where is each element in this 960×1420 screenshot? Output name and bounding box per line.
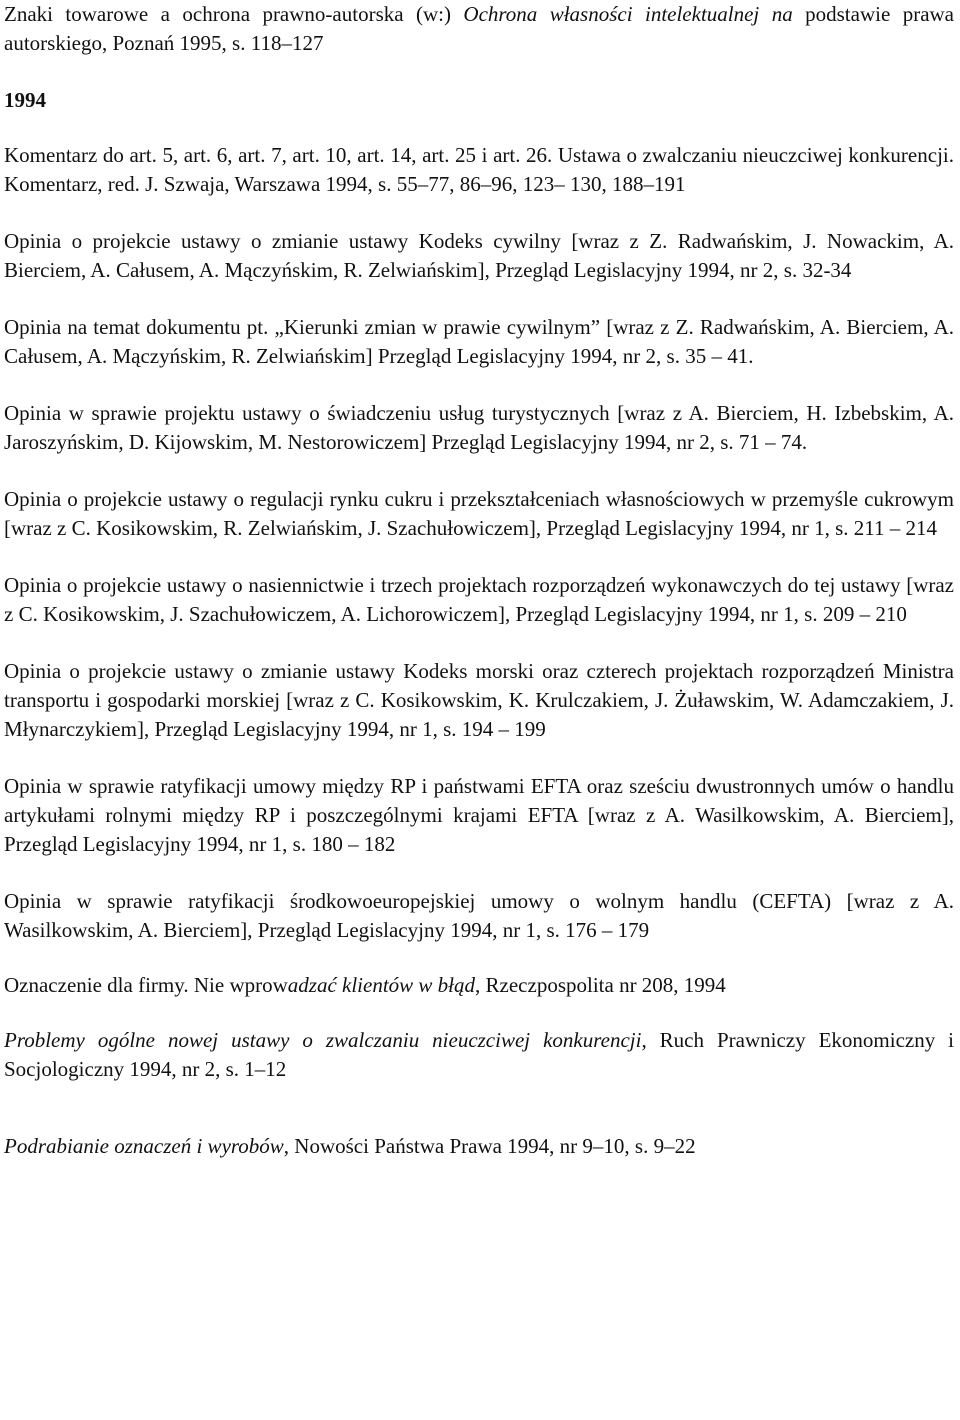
entry-text: Komentarz do art. 5, art. 6, art. 7, art. 10, art. 14, art. 25 i art. 26. Ustawa o zwalczaniu nieuczciwej konkurencji. Komentarz, red. J. Szwaja, Warszawa 1994, s. 55–77, 86–96, 123– 130, 188–191	[4, 143, 954, 196]
bibliography-entry	[4, 227, 954, 285]
entry-title-italic: Problemy ogólne nowej ustawy o zwalczaniu nieuczciwej konkurencji	[4, 1028, 642, 1052]
entry-text: Oznaczenie dla firmy. Nie wprow	[4, 973, 288, 997]
entry-text: , Ruch Prawniczy Ekonomiczny i Socjologiczny 1994, nr 2, s. 1–12	[4, 1028, 955, 1081]
bibliography-entry	[4, 1026, 954, 1084]
entry-text: Opinia w sprawie projektu ustawy o świadczeniu usług turystycznych [wraz z A. Bierciem, H. Izbebskim, A. Jaroszyńskim, D. Kijowskim, M. Nestorowiczem] Przegląd Legislacyjny 1994, nr 2, s. 71 – 74.	[4, 401, 954, 454]
bibliography-entry	[4, 657, 954, 744]
bibliography-entry	[4, 0, 954, 58]
entry-text: Opinia o projekcie ustawy o zmianie ustawy Kodeks morski oraz czterech projektach rozporządzeń Ministra transportu i gospodarki morskiej [wraz z C. Kosikowskim, K. Krulczakiem, J. Żuławskim, W. Adamczakiem, J. Młynarczykiem], Przegląd Legislacyjny 1994, nr 1, s. 194 – 199	[4, 659, 954, 741]
bibliography-entry	[4, 571, 954, 629]
entry-text: Opinia na temat dokumentu pt. „Kierunki zmian w prawie cywilnym” [wraz z Z. Radwańskim, A. Bierciem, A. Całusem, A. Mączyńskim, R. Zelwiańskim] Przegląd Legislacyjny 1994, nr 2, s. 35 – 41.	[4, 315, 954, 368]
bibliography-top	[4, 0, 954, 58]
bibliography-entry	[4, 772, 954, 859]
year-section	[4, 86, 954, 115]
entry-text: Opinia o projekcie ustawy o regulacji rynku cukru i przekształceniach własnościowych w przemyśle cukrowym [wraz z C. Kosikowskim, R. Zelwiańskim, J. Szachułowiczem], Przegląd Legislacyjny 1994, nr 1, s. 211 – 214	[4, 487, 954, 540]
bibliography-entry	[4, 887, 954, 945]
entry-text: Opinia o projekcie ustawy o zmianie ustawy Kodeks cywilny [wraz z Z. Radwańskim, J. Nowackim, A. Bierciem, A. Całusem, A. Mączyńskim, R. Zelwiańskim], Przegląd Legislacyjny 1994, nr 2, s. 32-34	[4, 229, 954, 282]
bibliography-entry	[4, 141, 954, 199]
entry-text: Opinia w sprawie ratyfikacji umowy między RP i państwami EFTA oraz sześciu dwustronnych umów o handlu artykułami rolnymi między RP i poszczególnymi krajami EFTA [wraz z A. Wasilkowskim, A. Bierciem], Przegląd Legislacyjny 1994, nr 1, s. 180 – 182	[4, 774, 954, 856]
document-page	[4, 0, 954, 1161]
entry-text: Znaki towarowe a ochrona prawno-autorska (w:)	[4, 2, 464, 26]
entry-title-italic: adzać klientów w błąd	[287, 973, 476, 997]
bibliography-entry	[4, 971, 954, 1000]
entry-text: Opinia w sprawie ratyfikacji środkowoeuropejskiej umowy o wolnym handlu (CEFTA) [wraz z A. Wasilkowskim, A. Bierciem], Przegląd Legislacyjny 1994, nr 1, s. 176 – 179	[4, 889, 954, 942]
bibliography-entry	[4, 485, 954, 543]
bibliography-entry	[4, 313, 954, 371]
entry-text: , Nowości Państwa Prawa 1994, nr 9–10, s. 9–22	[283, 1134, 696, 1158]
bibliography-entry	[4, 399, 954, 457]
entry-text: podstawie prawa autorskiego, Poznań 1995, s. 118–127	[4, 2, 955, 55]
bibliography-entry	[4, 1132, 954, 1161]
bibliography-list-1994	[4, 141, 954, 1161]
entry-text: Opinia o projekcie ustawy o nasiennictwie i trzech projektach rozporządzeń wykonawczych do tej ustawy [wraz z C. Kosikowskim, J. Szachułowiczem, A. Lichorowiczem], Przegląd Legislacyjny 1994, nr 1, s. 209 – 210	[4, 573, 954, 626]
entry-title-italic: Ochrona własności intelektualnej na	[463, 2, 793, 26]
year-heading: 1994	[4, 88, 46, 112]
entry-text: , Rzeczpospolita nr 208, 1994	[475, 973, 726, 997]
entry-title-italic: Podrabianie oznaczeń i wyrobów	[4, 1134, 284, 1158]
